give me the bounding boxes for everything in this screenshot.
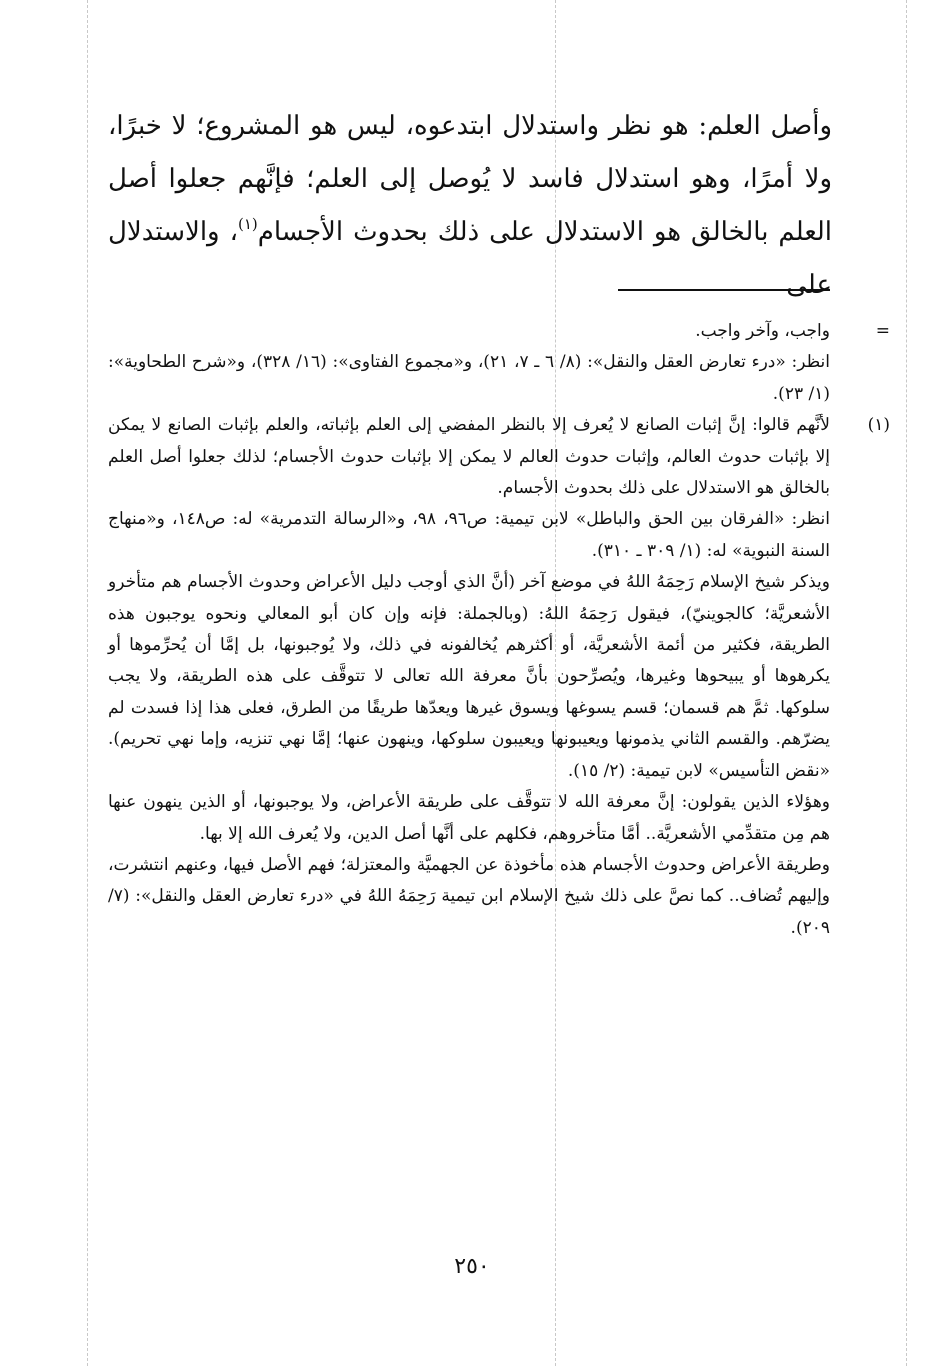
footnote-paragraph: ويذكر شيخ الإسلام رَحِمَهُ اللهُ في موضع آخر (أنَّ الذي أوجب دليل الأعراض وحدوث الأجسام هم متأخرو الأشعريَّة؛ كالجوينيّ)، فيقول رَحِمَهُ اللهُ: (وبالجملة: فإنه وإن كان أبو المعالي ونحوه يوجبون هذه الطريقة، فكثير من أئمة الأشعريَّة، أو أكثرهم يُخالفونه في ذلك، ولا يُوجبونها، بل إمَّا أن يُحرِّموها أو يكرهوها أو يبيحوها وغيرها، ويُصرِّحون بأنَّ معرفة الله تعالى لا تتوقَّف على هذه الطريقة، ولا يجب سلوكها. ثمَّ هم قسمان؛ قسم يسوغها ويسوق غيرها ويعدّها طريقًا من الطرق، فعلى هذا إذا فسدت لم يضرّهم. والقسم الثاني يذمونها ويعيبونها ويعيبون سلوكها، وينهون عنها؛ إمَّا نهي تنزيه، وإما نهي تحريم). «نقض التأسيس» لابن تيمية: (٢/ ١٥).: [108, 572, 830, 781]
footnote-1: [108, 410, 890, 944]
footnote-paragraph: واجب، وآخر واجب.: [695, 321, 830, 341]
footnote-paragraph: وهؤلاء الذين يقولون: إنَّ معرفة الله لا تتوقَّف على طريقة الأعراض، ولا يوجبونها، أو الذين ينهون عنها هم مِن متقدِّمي الأشعريَّة.. أمَّا متأخروهم، فكلهم على أنَّها أصل الدين، ولا يُعرف الله إلا بها.: [108, 792, 830, 844]
continued-footnote: [108, 316, 890, 410]
footnote-paragraph: لأنَّهم قالوا: إنَّ إثبات الصانع لا يُعرف إلا بالنظر المفضي إلى العلم بإثباته، والعلم بإثبات الصانع لا يمكن إلا بإثبات حدوث العالم، وإثبات حدوث العالم لا يمكن إلا بإثبات حدوث الأجسام؛ لذلك جعلوا أصل العلم بالخالق هو الاستدلال على ذلك بحدوث الأجسام.: [108, 415, 830, 499]
page-guide-line-right: [906, 0, 907, 1366]
footnote-paragraph: انظر: «الفرقان بين الحق والباطل» لابن تيمية: ص٩٦، ٩٨، و«الرسالة التدمرية» له: ص١٤٨، و«منهاج السنة النبوية» له: (١/ ٣٠٩ ـ ٣١٠).: [108, 509, 831, 561]
footnote-paragraph: انظر: «درء تعارض العقل والنقل»: (٨/ ٦ ـ ٧، ٢١)، و«مجموع الفتاوى»: (١٦/ ٣٢٨)، و«شرح الطحاوية»: (١/ ٢٣).: [108, 352, 831, 404]
main-text-paragraph: [108, 100, 832, 312]
continuation-marker: =: [875, 321, 890, 341]
footnote-number: (١): [867, 415, 890, 436]
footnote-paragraph: وطريقة الأعراض وحدوث الأجسام هذه مأخوذة عن الجهميَّة والمعتزلة؛ فهم الأصل فيها، وعنهم انتشرت، وإليهم تُضاف.. كما نصَّ على ذلك شيخ الإسلام ابن تيمية رَحِمَهُ اللهُ في «درء تعارض العقل والنقل»: (٧/ ٢٠٩).: [108, 854, 830, 938]
footnotes-section: [108, 316, 890, 944]
page-number: ٢٥٠: [454, 1254, 490, 1279]
main-text-after-ref: ، والاستدلال على: [108, 217, 832, 300]
page-guide-line-left: [87, 0, 88, 1366]
footnote-separator-rule: [618, 289, 830, 291]
main-text-before-ref: وأصل العلم: هو نظر واستدلال ابتدعوه، ليس هو المشروع؛ لا خبرًا، ولا أمرًا، وهو استدلال فاسد لا يُوصل إلى العلم؛ فإنَّهم جعلوا أصل العلم بالخالق هو الاستدلال على ذلك بحدوث الأجسام: [108, 111, 833, 247]
footnote-reference-marker: (١): [237, 215, 258, 233]
